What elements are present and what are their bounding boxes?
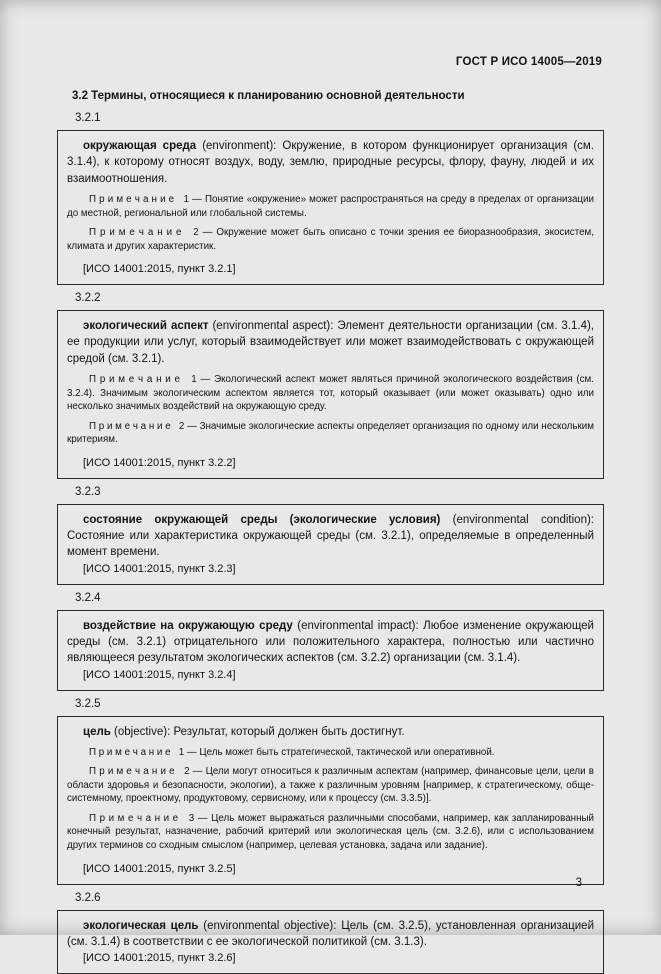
term-note: П р и м е ч а н и е 1 — Понятие «окружение» может распространяться на среду в пределах от организации до местной, региональной или глобальной системы.	[67, 193, 594, 219]
term-number: 3.2.2	[75, 292, 101, 305]
term-definition-text: (environment): Окружение, в котором функционирует организация (см. 3.1.4), к которому относят воздух, воду, землю, природные ресурсы, флору, фауну, людей и их взаимоотношения.	[67, 140, 594, 185]
term-3-2-4	[57, 592, 604, 691]
term-source: [ИСО 14001:2015, пункт 3.2.2]	[83, 456, 236, 469]
term-3-2-2	[57, 292, 604, 479]
term-number: 3.2.5	[75, 697, 101, 710]
term-source: [ИСО 14001:2015, пункт 3.2.1]	[83, 263, 236, 276]
term-note: П р и м е ч а н и е 2 — Окружение может быть описано с точки зрения ее биоразнообразия, экосистем, климата и других характеристик.	[67, 227, 594, 252]
term-box	[57, 504, 604, 585]
document-header: ГОСТ Р ИСО 14005—2019	[455, 56, 602, 68]
page-number: 3	[575, 877, 582, 889]
term-source: [ИСО 14001:2015, пункт 3.2.3]	[83, 562, 236, 575]
term-box	[57, 910, 604, 974]
term-source: [ИСО 14001:2015, пункт 3.2.6]	[83, 952, 236, 965]
term-note: П р и м е ч а н и е 2 — Значимые экологические аспекты определяет организация по одному или нескольким критериям.	[67, 420, 594, 446]
term-definition-text: (environmental impact): Любое изменение окружающей среды (см. 3.2.1) отрицательного или положительного характера, полностью или частично являющееся результатом экологических аспектов (см. 3.2.2) организации (см. 3.1.4).	[67, 619, 594, 665]
term-definition	[67, 918, 594, 951]
term-3-2-1	[57, 112, 604, 285]
term-number: 3.2.6	[75, 891, 101, 904]
term-name: экологическая цель	[83, 919, 199, 932]
term-source: [ИСО 14001:2015, пункт 3.2.4]	[83, 668, 236, 681]
term-3-2-5	[57, 698, 604, 885]
term-box	[57, 610, 604, 691]
term-note: П р и м е ч а н и е 1 — Экологический аспект может являться причиной экологического воздействия (см. 3.2.4). Значимым экологическим аспектом является тот, который оказывает (или может оказывать) одно или несколько значимых воздействий на окружающую среду.	[67, 374, 594, 413]
term-note: П р и м е ч а н и е 3 — Цель может выражаться различными способами, например, как запланированный конечный результат, назначение, рабочий критерий или экологическая цель (см. 3.2.6), или с использованием других терминов со сходным смыслом (например, целевая установка, задача или задание).	[67, 812, 594, 851]
term-name: окружающая среда	[83, 140, 197, 152]
term-definition	[67, 618, 594, 667]
term-source: [ИСО 14001:2015, пункт 3.2.5]	[83, 862, 236, 875]
term-number: 3.2.1	[75, 112, 101, 124]
section-heading: 3.2 Термины, относящиеся к планированию основной деятельности	[72, 90, 465, 102]
term-definition-text: (environmental aspect): Элемент деятельности организации (см. 3.1.4), ее продукции или услуг, который взаимодействует или может взаимодействовать с окружающей средой (см. 3.2.1).	[67, 320, 594, 365]
term-box	[57, 716, 604, 885]
term-definition-text: (environmental condition): Состояние или характеристика окружающей среды (см. 3.2.1), определяемые в определенный момент времени.	[67, 513, 595, 559]
term-definition-text: (objective): Результат, который должен быть достигнут.	[110, 725, 405, 738]
term-name: цель	[83, 725, 111, 738]
term-definition	[67, 512, 594, 561]
term-name: состояние окружающей среды (экологические условия)	[83, 513, 441, 526]
term-3-2-3	[57, 486, 604, 585]
term-box	[57, 130, 604, 285]
term-note: П р и м е ч а н и е 2 — Цели могут относиться к различным аспектам (например, финансовые цели, цели в области здоровья и безопасности, экологии), а также к различным уровням [например, к стратегическому, обще-системному, проектному, продуктовому, сервисному, или к процессу (см. 3.3.5)].	[67, 766, 594, 805]
term-3-2-6	[57, 892, 604, 974]
term-definition	[67, 138, 594, 187]
term-definition	[67, 724, 594, 740]
term-note: П р и м е ч а н и е 1 — Цель может быть стратегической, тактической или оперативной.	[89, 746, 495, 758]
term-number: 3.2.3	[75, 485, 101, 498]
term-name: экологический аспект	[83, 320, 209, 333]
term-name: воздействие на окружающую среду	[83, 619, 293, 632]
term-box	[57, 310, 604, 479]
term-number: 3.2.4	[75, 591, 101, 604]
term-definition	[67, 318, 594, 367]
term-definition-text: (environmental objective): Цель (см. 3.2.5), установленная организацией (см. 3.1.4) в соответствии с ее экологической политикой (см. 3.1.3).	[67, 919, 594, 948]
